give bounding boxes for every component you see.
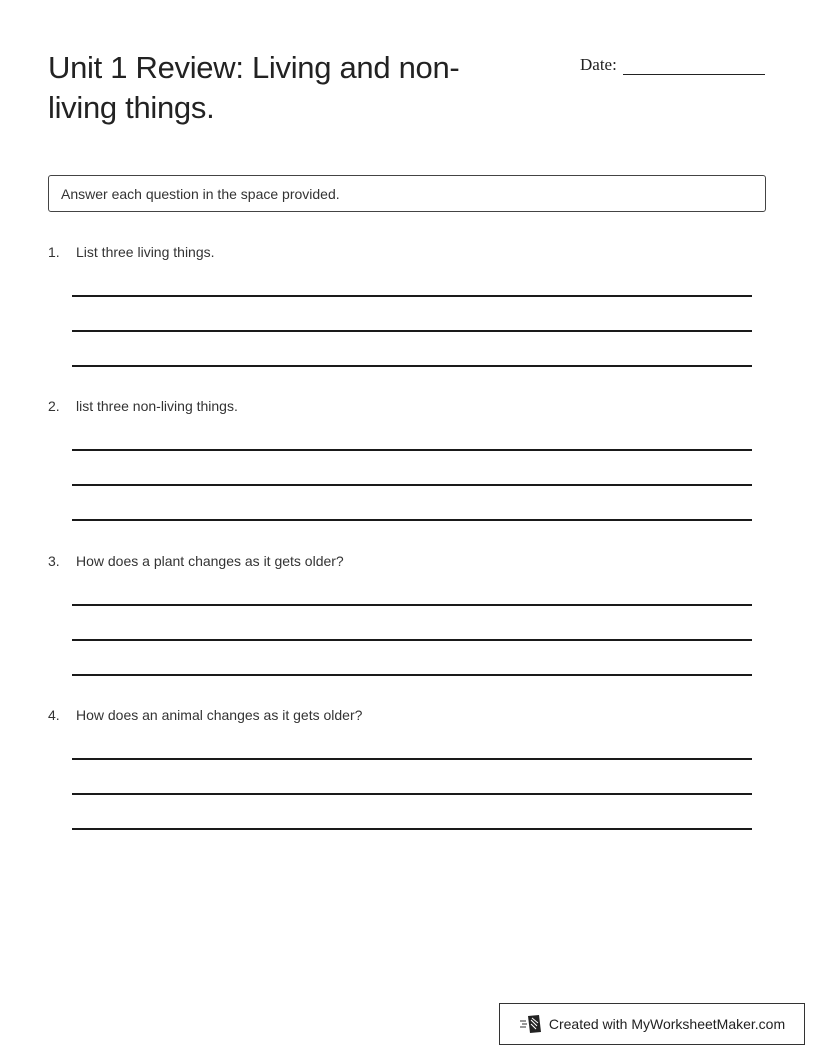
- question-number: 4.: [48, 707, 60, 723]
- answer-line[interactable]: [72, 330, 752, 332]
- worksheet-maker-logo-icon: [519, 1014, 543, 1034]
- answer-line[interactable]: [72, 365, 752, 367]
- answer-line[interactable]: [72, 758, 752, 760]
- question-text: list three non-living things.: [76, 398, 238, 414]
- question-text: How does a plant changes as it gets older?: [76, 553, 344, 569]
- date-blank-line[interactable]: [623, 54, 765, 75]
- answer-line[interactable]: [72, 295, 752, 297]
- question-number: 1.: [48, 244, 60, 260]
- answer-line[interactable]: [72, 484, 752, 486]
- answer-line[interactable]: [72, 639, 752, 641]
- date-label: Date:: [580, 55, 617, 74]
- answer-line[interactable]: [72, 828, 752, 830]
- question-text: List three living things.: [76, 244, 215, 260]
- question-text: How does an animal changes as it gets older?: [76, 707, 363, 723]
- answer-line[interactable]: [72, 674, 752, 676]
- question-2: [48, 398, 768, 414]
- answer-line[interactable]: [72, 604, 752, 606]
- answer-line[interactable]: [72, 519, 752, 521]
- question-1: [48, 244, 768, 260]
- answer-line[interactable]: [72, 449, 752, 451]
- footer-text: Created with MyWorksheetMaker.com: [548, 1016, 786, 1032]
- answer-line[interactable]: [72, 793, 752, 795]
- date-field: [580, 54, 765, 75]
- worksheet-title: Unit 1 Review: Living and non-living things.: [48, 50, 460, 125]
- footer-credit[interactable]: [499, 1003, 805, 1045]
- question-number: 3.: [48, 553, 60, 569]
- question-number: 2.: [48, 398, 60, 414]
- question-4: [48, 707, 768, 723]
- question-3: [48, 553, 768, 569]
- instructions-box: Answer each question in the space provided.: [48, 175, 766, 212]
